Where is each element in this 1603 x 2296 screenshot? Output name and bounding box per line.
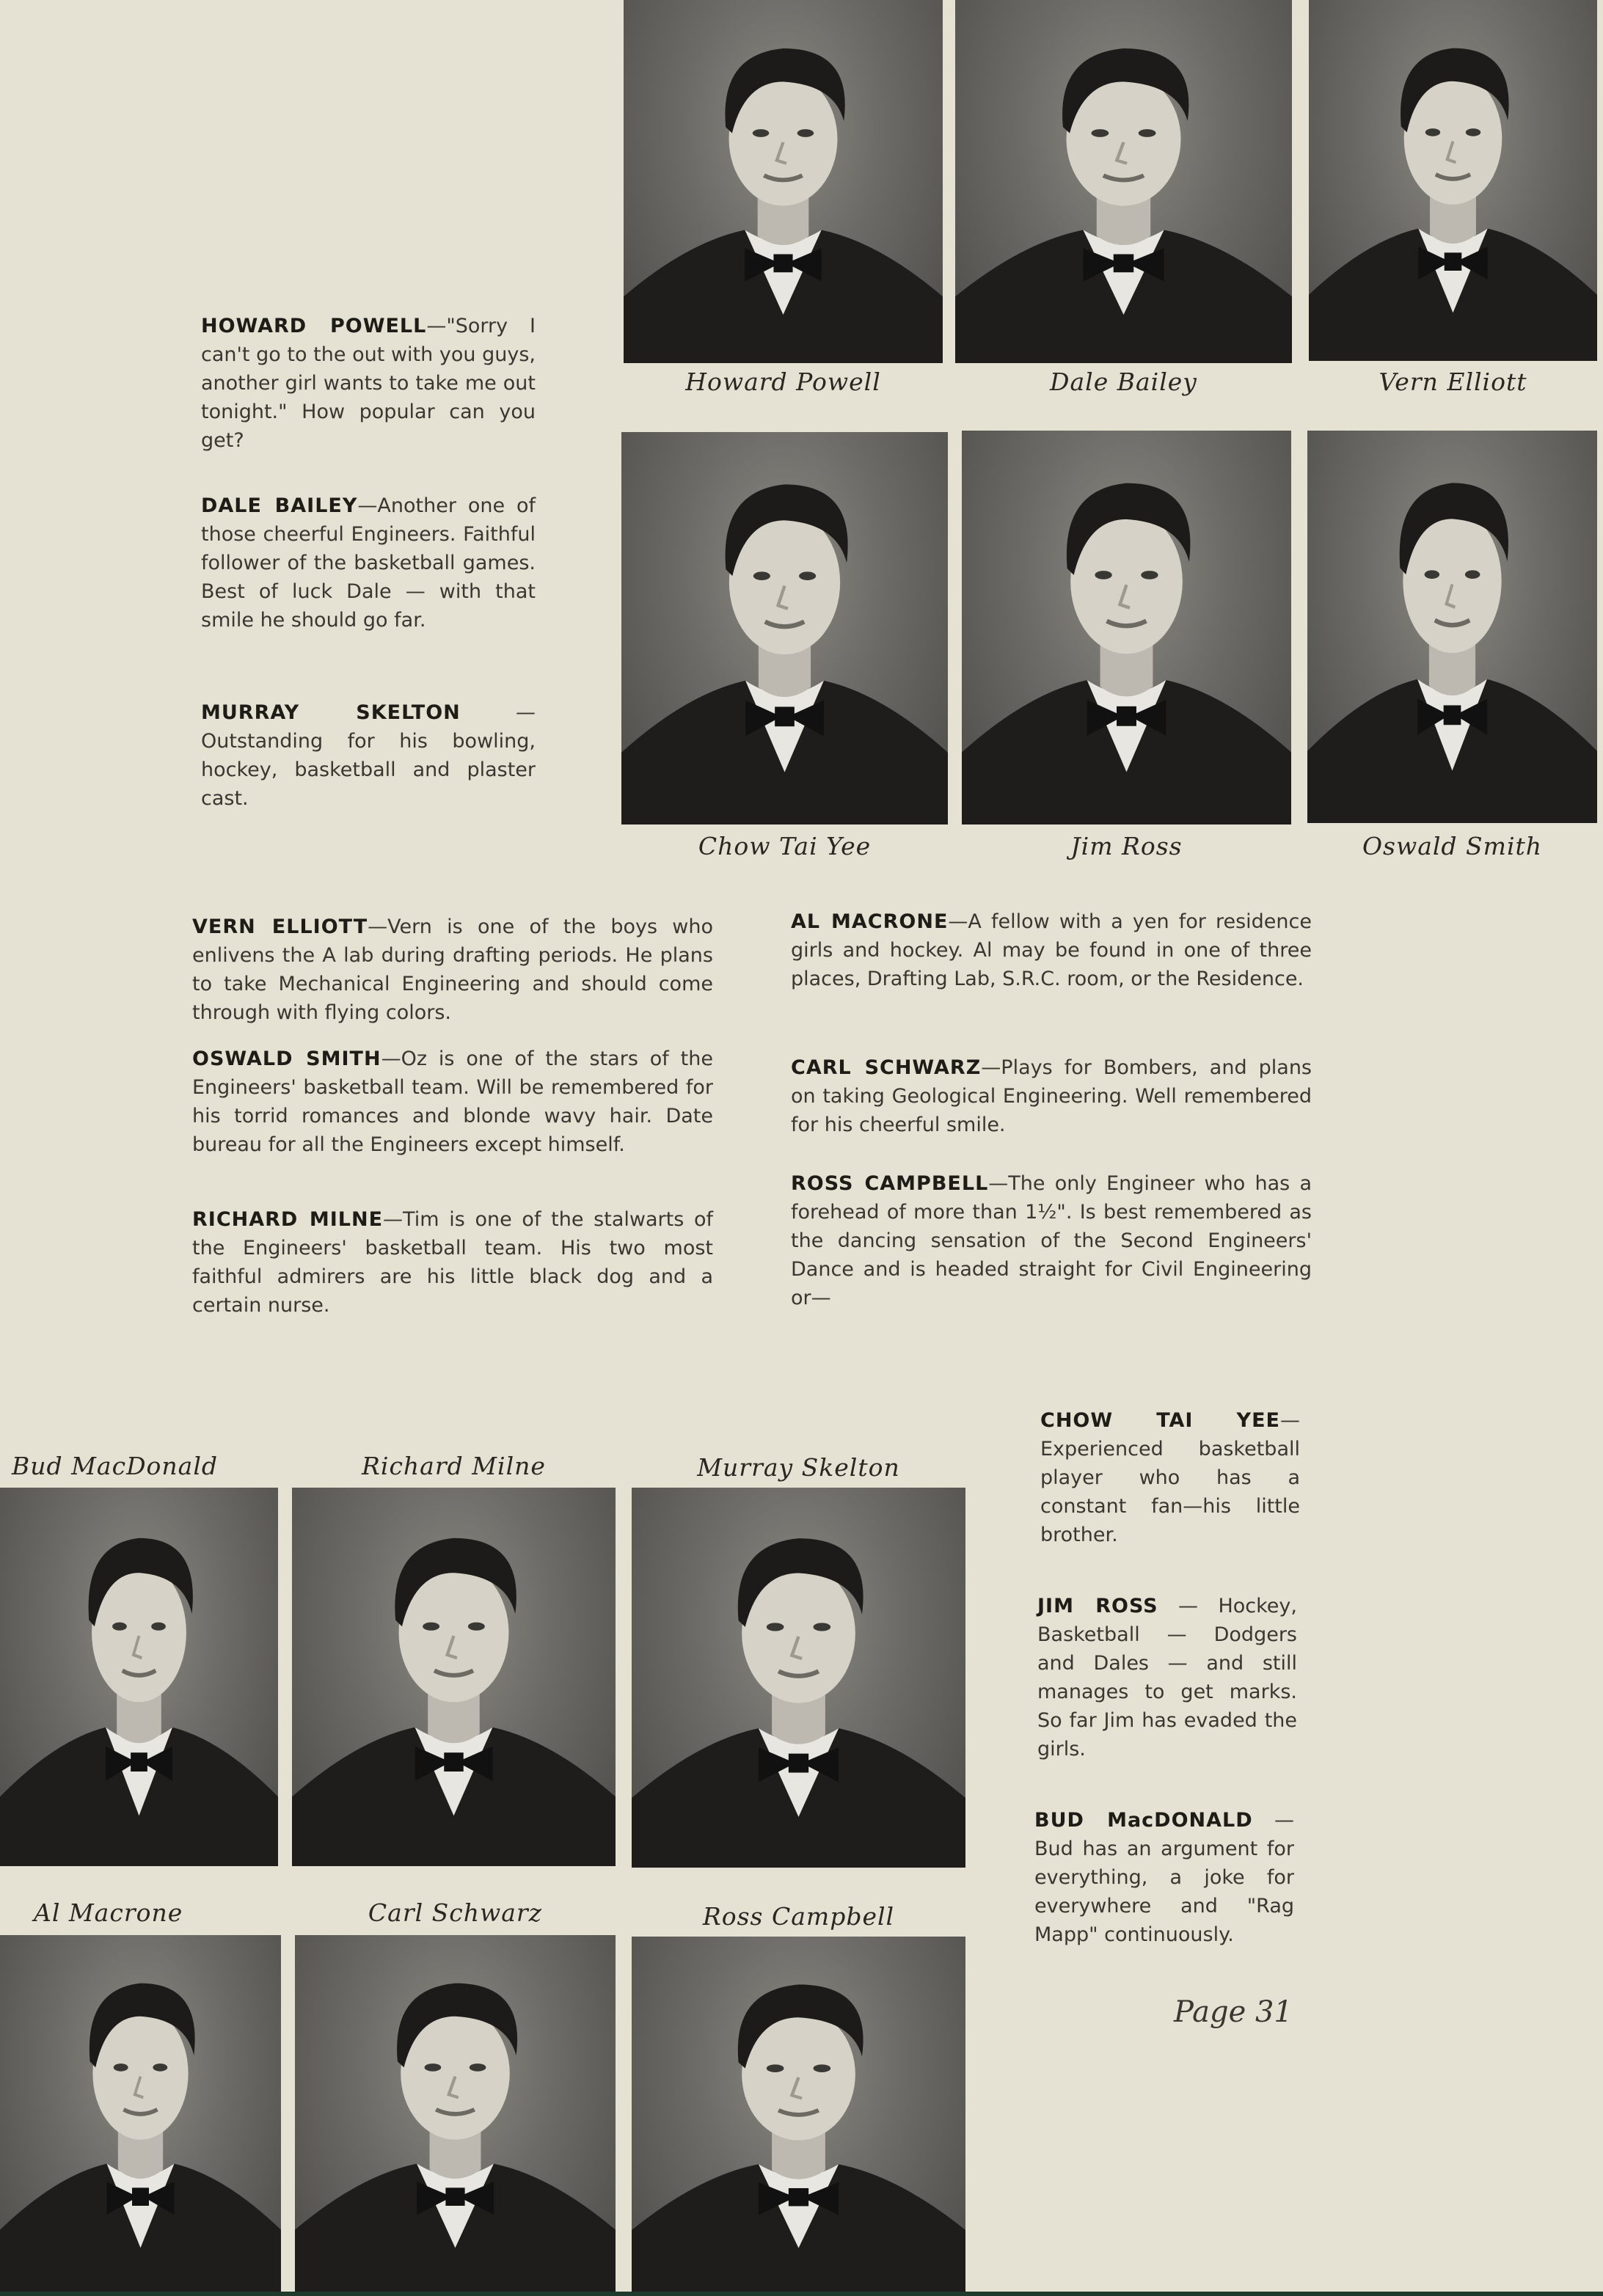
portrait-jim-ross xyxy=(962,431,1291,825)
bio-oswald-smith: OSWALD SMITH—Oz is one of the stars of the Engineers' basketball team. Will be remembered for his torrid romances and blonde wavy hair. Date bureau for all the Engineers except himself. xyxy=(192,1048,713,1156)
bio-carl-schwarz: CARL SCHWARZ—Plays for Bombers, and plans on taking Geological Engineering. Well remembered for his cheerful smile. xyxy=(791,1056,1312,1136)
caption-howard-powell: Howard Powell xyxy=(685,368,881,396)
caption-chow-tai-yee: Chow Tai Yee xyxy=(698,832,872,860)
portrait-ross-campbell xyxy=(632,1937,965,2296)
portrait-murray-skelton xyxy=(632,1488,965,1868)
bio-vern-elliott: VERN ELLIOTT—Vern is one of the boys who enlivens the A lab during drafting periods. He plans to take Mechanical Engineering and should come through with flying colors. xyxy=(192,915,714,1024)
bio-bud-macdonald: BUD MacDONALD — Bud has an argument for everything, a joke for everywhere and "Rag Mapp" continuously. xyxy=(1034,1809,1294,1946)
portrait-howard-powell xyxy=(624,0,943,363)
portrait-carl-schwarz xyxy=(295,1935,616,2296)
caption-carl-schwarz: Carl Schwarz xyxy=(368,1898,543,1927)
portrait-bud-macdonald xyxy=(0,1488,278,1866)
portrait-oswald-smith xyxy=(1307,431,1597,823)
bottom-edge xyxy=(0,2292,1603,2296)
caption-al-macrone: Al Macrone xyxy=(34,1898,183,1927)
bio-jim-ross: JIM ROSS — Hockey, Basketball — Dodgers and Dales — and still manages to get marks. So far Jim has evaded the girls. xyxy=(1037,1595,1297,1761)
caption-ross-campbell: Ross Campbell xyxy=(702,1902,895,1931)
caption-richard-milne: Richard Milne xyxy=(362,1452,546,1480)
bio-al-macrone: AL MACRONE—A fellow with a yen for residence girls and hockey. Al may be found in one of three places, Drafting Lab, S.R.C. room, or the Residence. xyxy=(791,910,1312,990)
bio-richard-milne: RICHARD MILNE—Tim is one of the stalwarts of the Engineers' basketball team. His two most faithful admirers are his little black dog and a certain nurse. xyxy=(192,1208,713,1317)
portrait-dale-bailey xyxy=(955,0,1292,363)
bio-murray-skelton: MURRAY SKELTON — Outstanding for his bowling, hockey, basketball and plaster cast. xyxy=(201,701,536,810)
portrait-vern-elliott xyxy=(1309,0,1597,361)
bio-dale-bailey: DALE BAILEY—Another one of those cheerful Engineers. Faithful follower of the basketball games. Best of luck Dale — with that smile he should go far. xyxy=(201,494,536,632)
caption-oswald-smith: Oswald Smith xyxy=(1362,832,1543,860)
portrait-al-macrone xyxy=(0,1935,281,2296)
bio-chow-tai-yee: CHOW TAI YEE—Experienced basketball player who has a constant fan—his little brother. xyxy=(1040,1409,1300,1546)
portrait-chow-tai-yee xyxy=(621,432,948,825)
page-number: Page 31 xyxy=(1174,1995,1293,2029)
caption-jim-ross: Jim Ross xyxy=(1070,832,1183,860)
bio-ross-campbell: ROSS CAMPBELL—The only Engineer who has a forehead of more than 1½". Is best remembered as the dancing sensation of the Second Engineers' Dance and is headed straight for Civil Engineering or— xyxy=(791,1172,1312,1309)
caption-murray-skelton: Murray Skelton xyxy=(697,1453,900,1482)
portrait-richard-milne xyxy=(292,1488,616,1866)
caption-dale-bailey: Dale Bailey xyxy=(1050,368,1197,396)
bio-howard-powell: HOWARD POWELL—"Sorry I can't go to the out with you guys, another girl wants to take me out tonight." How popular can you get? xyxy=(201,315,536,452)
caption-bud-macdonald: Bud MacDonald xyxy=(12,1452,218,1480)
caption-vern-elliott: Vern Elliott xyxy=(1379,368,1527,396)
